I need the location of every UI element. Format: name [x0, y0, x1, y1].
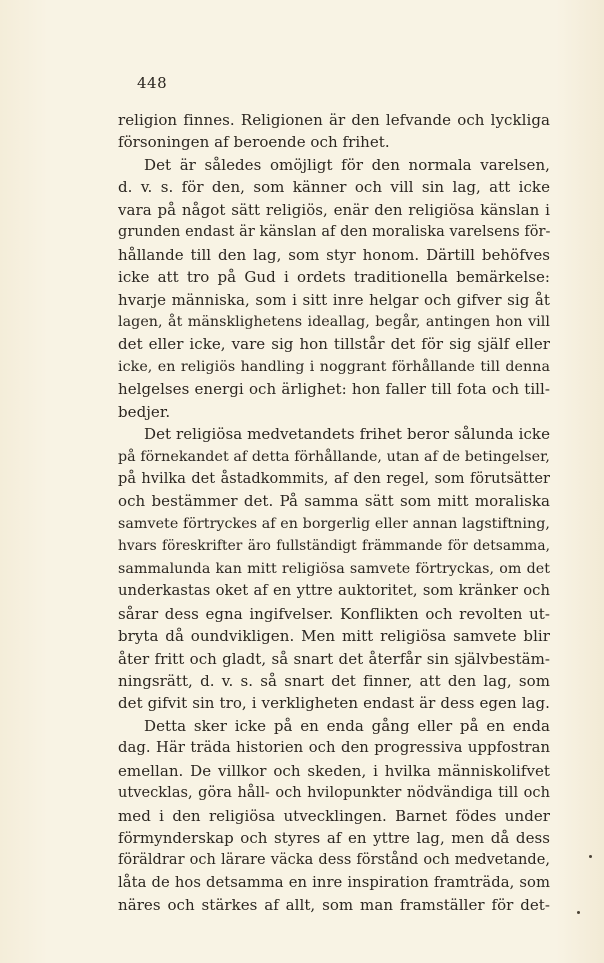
- text-line: föräldrar och lärare väcka dess förstånd och medvetande,: [118, 852, 550, 869]
- text-line: utvecklas, göra håll- och hvilopunkter nödvändiga till och: [118, 785, 550, 802]
- text-line: på hvilka det åstadkommits, af den regel, som förutsätter: [118, 471, 550, 487]
- text-line: bedjer.: [118, 402, 171, 421]
- text-line: med i den religiösa utvecklingen. Barnet födes under: [118, 806, 550, 825]
- text-line: ningsrätt, d. v. s. så snart det finner, att den lag, som: [118, 671, 550, 690]
- text-line: näres och stärkes af allt, som man framställer för det-: [118, 896, 550, 915]
- text-line: hvars föreskrifter äro fullständigt främmande för detsamma,: [118, 538, 550, 555]
- text-line: låta de hos detsamma en inre inspiration framträda, som: [118, 873, 550, 891]
- text-line: icke att tro på Gud i ordets traditionella bemärkelse:: [118, 268, 550, 287]
- text-line: samvete förtryckes af en borgerlig eller annan lagstiftning,: [118, 515, 550, 532]
- text-line: åter fritt och gladt, så snart det återfår sin självbestäm-: [118, 649, 550, 668]
- print-speck: [577, 911, 580, 914]
- text-line: bryta då oundvikligen. Men mitt religiösa samvete blir: [118, 627, 550, 646]
- text-line: sammalunda kan mitt religiösa samvete förtryckas, om det: [118, 560, 550, 577]
- text-line: d. v. s. för den, som känner och vill sin lag, att icke: [118, 178, 550, 197]
- text-line: det eller icke, vare sig hon tillstår det för sig själf eller: [118, 335, 550, 354]
- text-line: Det är således omöjligt för den normala varelsen,: [144, 155, 550, 174]
- text-line: dag. Här träda historien och den progressiva uppfostran: [118, 739, 550, 757]
- text-line: hvarje människa, som i sitt inre helgar och gifver sig åt: [118, 290, 550, 309]
- text-line: icke, en religiös handling i noggrant förhållande till denna: [118, 358, 550, 375]
- text-line: hållande till den lag, som styr honom. Därtill behöfves: [118, 245, 550, 264]
- text-line: och bestämmer det. På samma sätt som mitt moraliska: [118, 492, 550, 511]
- text-line: försoningen af beroende och frihet.: [118, 133, 390, 152]
- body-text: [118, 109, 550, 917]
- text-line: på förnekandet af detta förhållande, utan af de betingelser,: [118, 448, 550, 465]
- text-line: emellan. De villkor och skeden, i hvilka människolifvet: [118, 761, 550, 780]
- text-line: grunden endast är känslan af den moraliska varelsens för-: [118, 224, 550, 241]
- text-line: vara på något sätt religiös, enär den religiösa känslan i: [118, 200, 550, 219]
- text-line: Det religiösa medvetandets frihet beror sålunda icke: [144, 425, 550, 444]
- text-line: Detta sker icke på en enda gång eller på en enda: [144, 716, 550, 735]
- text-line: helgelses energi och ärlighet: hon faller till fota och till-: [118, 380, 550, 399]
- text-line: religion finnes. Religionen är den lefvande och lyckliga: [118, 111, 550, 129]
- text-line: det gifvit sin tro, i verkligheten endast är dess egen lag.: [118, 694, 550, 713]
- text-line: underkastas oket af en yttre auktoritet, som kränker och: [118, 582, 550, 600]
- print-speck: [589, 855, 592, 858]
- text-line: sårar dess egna ingifvelser. Konflikten och revolten ut-: [118, 604, 550, 623]
- text-line: lagen, åt mänsklighetens ideallag, begår, antingen hon vill: [118, 313, 550, 330]
- page-number: 448: [137, 74, 168, 92]
- text-line: förmynderskap och styres af en yttre lag, men då dess: [118, 829, 550, 847]
